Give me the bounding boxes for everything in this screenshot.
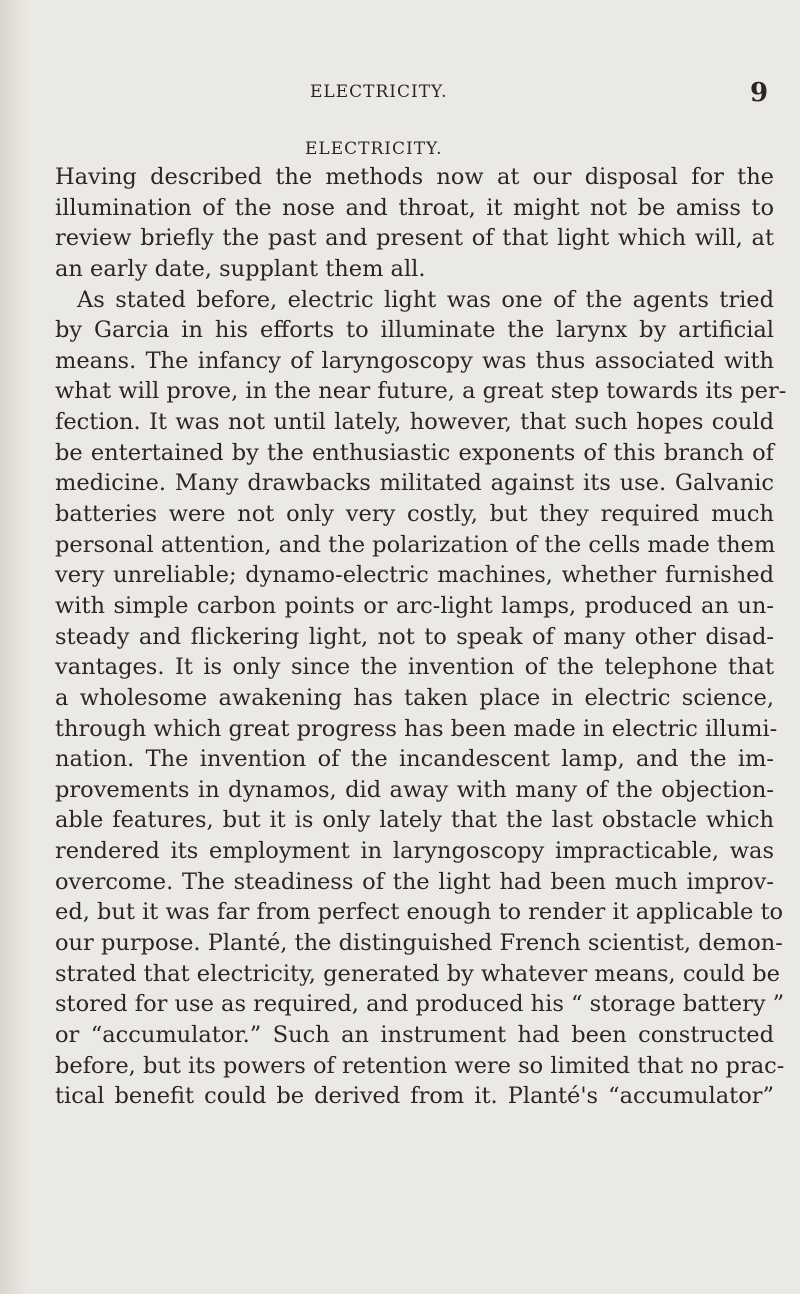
text-line: our purpose. Planté, the distinguished French scientist, demon- <box>55 930 783 957</box>
text-line: vantages. It is only since the invention of the telephone that <box>55 654 774 681</box>
text-line: steady and flickering light, not to speak of many other disad- <box>55 623 774 650</box>
text-line: means. The infancy of laryngoscopy was thus associated with <box>55 347 774 374</box>
text-line: very unreliable; dynamo-electric machines, whether furnished <box>55 562 774 589</box>
running-head: ELECTRICITY. <box>310 82 448 102</box>
body-text <box>55 162 787 1112</box>
text-line: review briefly the past and present of that light which will, at <box>55 225 774 252</box>
text-line: fection. It was not until lately, however, that such hopes could <box>55 409 774 436</box>
text-line: before, but its powers of retention were so limited that no prac- <box>55 1052 785 1079</box>
text-line: an early date, supplant them all. <box>55 255 426 282</box>
text-line: strated that electricity, generated by whatever means, could be <box>55 960 780 987</box>
text-line: As stated before, electric light was one of the agents tried <box>77 286 774 313</box>
text-line: overcome. The steadiness of the light had been much improv- <box>55 868 774 895</box>
text-line: ed, but it was far from perfect enough to render it applicable to <box>55 899 784 926</box>
text-line: tical benefit could be derived from it. Planté's “accumulator” <box>55 1083 774 1110</box>
text-line: Having described the methods now at our disposal for the <box>55 164 774 190</box>
text-line: be entertained by the enthusiastic exponents of this branch of <box>55 439 774 466</box>
text-line: medicine. Many drawbacks militated against its use. Galvanic <box>55 470 774 497</box>
text-line: rendered its employment in laryngoscopy impracticable, was <box>55 838 774 865</box>
text-line: illumination of the nose and throat, it might not be amiss to <box>55 194 774 221</box>
text-line: or “accumulator.” Such an instrument had been constructed <box>55 1021 774 1048</box>
section-title: ELECTRICITY. <box>305 139 443 159</box>
text-line: a wholesome awakening has taken place in electric science, <box>55 684 774 711</box>
text-line: by Garcia in his efforts to illuminate the larynx by artificial <box>55 317 774 344</box>
text-line: batteries were not only very costly, but they required much <box>55 501 774 528</box>
text-line: what will prove, in the near future, a great step towards its per- <box>55 378 787 405</box>
page-number: 9 <box>750 78 769 108</box>
text-line: through which great progress has been made in electric illumi- <box>55 715 778 742</box>
text-line: with simple carbon points or arc-light lamps, produced an un- <box>55 592 774 619</box>
text-line: stored for use as required, and produced his “ storage battery ” <box>55 991 785 1018</box>
text-line: able features, but it is only lately that the last obstacle which <box>55 807 774 834</box>
text-line: provements in dynamos, did away with many of the objection- <box>55 776 774 803</box>
text-line: nation. The invention of the incandescent lamp, and the im- <box>55 746 774 773</box>
text-line: personal attention, and the polarization of the cells made them <box>55 531 776 558</box>
